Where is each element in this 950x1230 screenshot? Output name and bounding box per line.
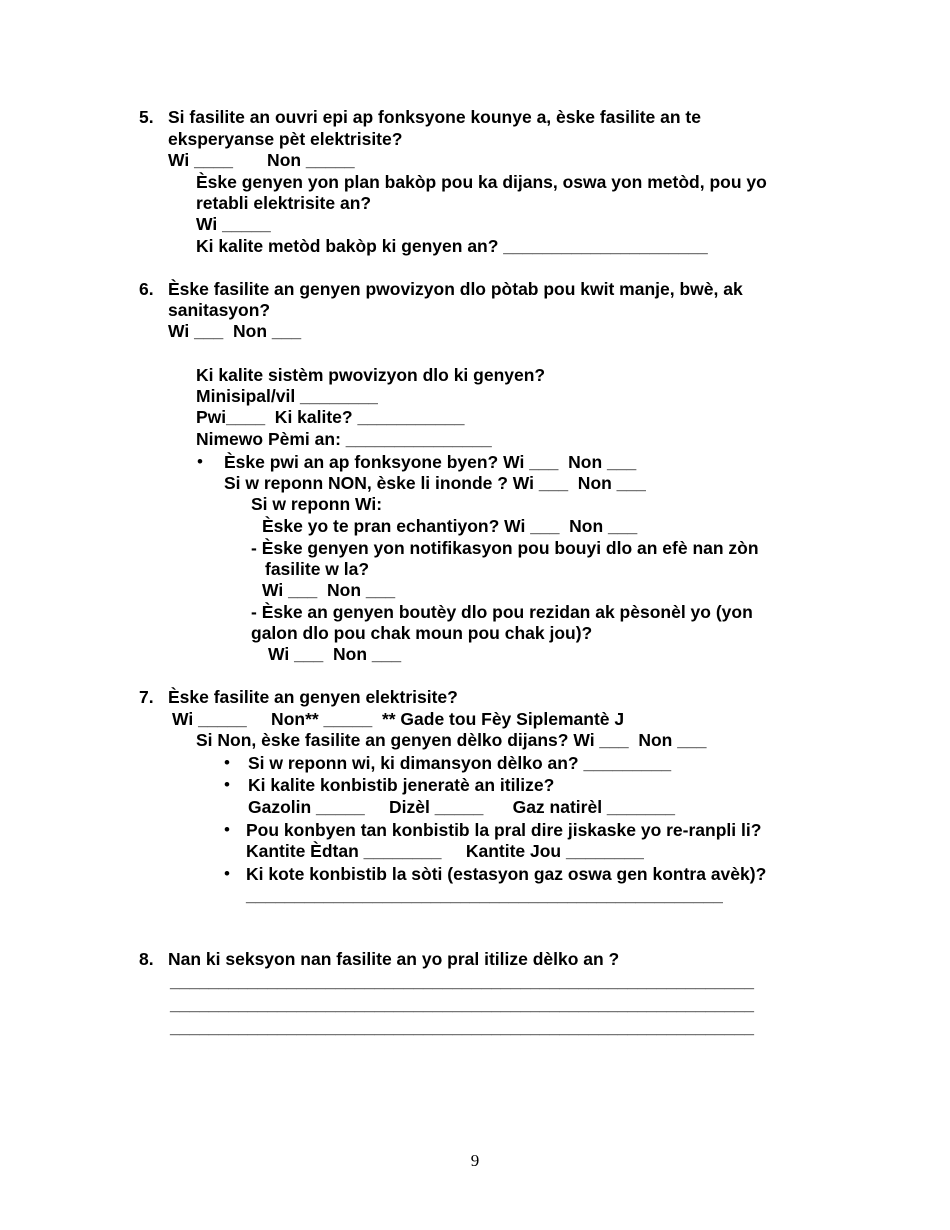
bullet-icon: • [224,775,230,794]
question-text: Èske fasilite an genyen pwovizyon dlo pòtab pou kwit manje, bwè, ak [168,279,743,299]
question-text: Si w reponn Wi: [251,494,383,514]
answer-line: Wi ____ Non _____ [168,150,355,170]
question-text: - Èske an genyen boutèy dlo pou rezidan ak pèsonèl yo (yon [251,602,753,622]
bullet-icon: • [224,864,230,883]
bullet-icon: • [197,452,203,471]
answer-line: Minisipal/vil ________ [196,386,378,406]
page-number: 9 [470,1151,480,1170]
answer-line: Wi ___ Non ___ [268,644,402,664]
question-text: Si fasilite an ouvri epi ap fonksyone kounye a, èske fasilite an te [168,107,701,127]
question-text: Èske genyen yon plan bakòp pou ka dijans, oswa yon metòd, pou yo [196,172,767,192]
question-number: 7. [139,687,154,707]
question-text: galon dlo pou chak moun pou chak jou)? [251,623,593,643]
question-text: Si w reponn wi, ki dimansyon dèlko an? _________ [248,753,672,773]
answer-line: Kantite Èdtan ________ Kantite Jou ________ [246,841,644,861]
question-text: Ki kalite konbistib jeneratè an itilize? [248,775,555,795]
question-text: Èske yo te pran echantiyon? Wi ___ Non ___ [262,516,638,536]
question-number: 5. [139,107,154,127]
answer-line: ____________________________________________________________ [170,1017,754,1037]
question-text: eksperyanse pèt elektrisite? [168,129,403,149]
question-text: Si w reponn NON, èske li inonde ? Wi ___ Non ___ [224,473,646,493]
bullet-icon: • [224,753,230,772]
answer-line: Wi ___ Non ___ [262,580,396,600]
answer-line: _________________________________________________ [246,885,723,905]
answer-line: Wi ___ Non ___ [168,321,302,341]
answer-line: Wi _____ [196,214,271,234]
question-text: retabli elektrisite an? [196,193,372,213]
answer-line: ____________________________________________________________ [170,994,754,1014]
question-text: Ki kalite metòd bakòp ki genyen an? _____________________ [196,236,708,256]
question-text: Èske fasilite an genyen elektrisite? [168,687,458,707]
question-text: Pou konbyen tan konbistib la pral dire jiskaske yo re-ranpli li? [246,820,762,840]
question-number: 6. [139,279,154,299]
bullet-icon: • [224,820,230,839]
answer-line: Nimewo Pèmi an: _______________ [196,429,492,449]
question-text: Ki kalite sistèm pwovizyon dlo ki genyen? [196,365,546,385]
question-text: Si Non, èske fasilite an genyen dèlko dijans? Wi ___ Non ___ [196,730,707,750]
answer-line: Gazolin _____ Dizèl _____ Gaz natirèl _______ [248,797,676,817]
question-text: Ki kote konbistib la sòti (estasyon gaz oswa gen kontra avèk)? [246,864,767,884]
answer-line: Pwi____ Ki kalite? ___________ [196,407,465,427]
question-text: Èske pwi an ap fonksyone byen? Wi ___ Non ___ [224,452,637,472]
question-text: - Èske genyen yon notifikasyon pou bouyi dlo an efè nan zòn [251,538,759,558]
answer-line: Wi _____ Non** _____ ** Gade tou Fèy Siplemantè J [172,709,625,729]
answer-line: ____________________________________________________________ [170,971,754,991]
question-text: sanitasyon? [168,300,271,320]
question-text: fasilite w la? [265,559,370,579]
question-text: Nan ki seksyon nan fasilite an yo pral itilize dèlko an ? [168,949,620,969]
question-number: 8. [139,949,154,969]
